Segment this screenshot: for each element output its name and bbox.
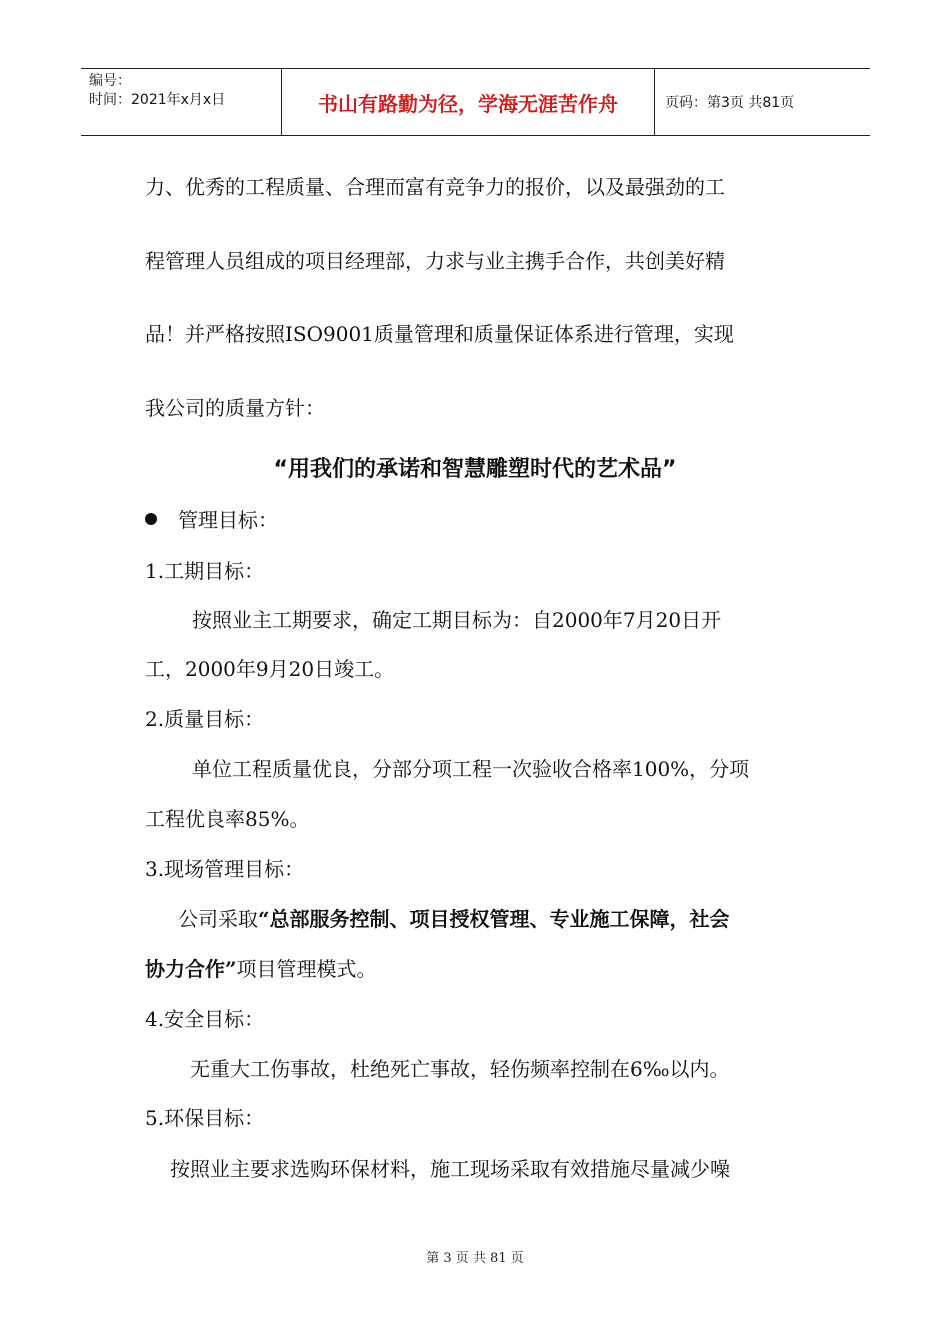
section-5-line-1: 按照业主要求选购环保材料，施工现场采取有效措施尽量减少噪 [170,1157,730,1181]
page-footer: 第 3 页 共 81 页 [426,1251,524,1266]
section-4-line-1: 无重大工伤事故，杜绝死亡事故，轻伤频率控制在6‰以内。 [190,1057,730,1081]
section-3-prefix: 公司采取 [178,907,258,931]
bullet-icon [145,513,157,525]
section-1-title: 1.工期目标： [145,559,265,583]
body-line-2: 程管理人员组成的项目经理部，力求与业主携手合作，共创美好精 [145,249,725,273]
quality-policy-quote: “用我们的承诺和智慧雕塑时代的艺术品” [273,457,677,482]
section-5-title: 5.环保目标： [145,1106,265,1130]
body-line-4: 我公司的质量方针： [145,396,325,420]
document-time-label: 时间：2021年x月x日 [89,92,226,108]
section-3-bold-part-2: 协力合作” [145,957,237,981]
section-4-title: 4.安全目标： [145,1007,265,1031]
header-meta [81,69,282,135]
section-1-line-1: 按照业主工期要求，确定工期目标为：自2000年7月20日开 [192,608,722,632]
page-header [81,68,870,136]
body-line-1: 力、优秀的工程质量、合理而富有竞争力的报价，以及最强劲的工 [145,175,725,199]
document-number-label: 编号： [89,73,131,89]
section-3-title: 3.现场管理目标： [145,857,305,881]
body-line-3: 品！并严格按照ISO9001质量管理和质量保证体系进行管理，实现 [145,322,734,346]
section-3-line-1 [178,906,730,932]
header-page-label: 页码：第3页 共81页 [665,95,795,111]
section-1-line-2: 工，2000年9月20日竣工。 [145,657,395,681]
section-2-line-1: 单位工程质量优良，分部分项工程一次验收合格率100%，分项 [192,757,750,781]
section-2-line-2: 工程优良率85%。 [145,807,310,831]
section-3-line-2 [145,956,377,982]
section-3-suffix: 项目管理模式。 [236,957,377,981]
management-goals-heading: 管理目标： [178,508,278,532]
header-motto: 书山有路勤为径，学海无涯苦作舟 [282,69,655,135]
section-3-bold-part-1: “总部服务控制、项目授权管理、专业施工保障，社会 [258,907,730,931]
section-2-title: 2.质量目标： [145,707,265,731]
